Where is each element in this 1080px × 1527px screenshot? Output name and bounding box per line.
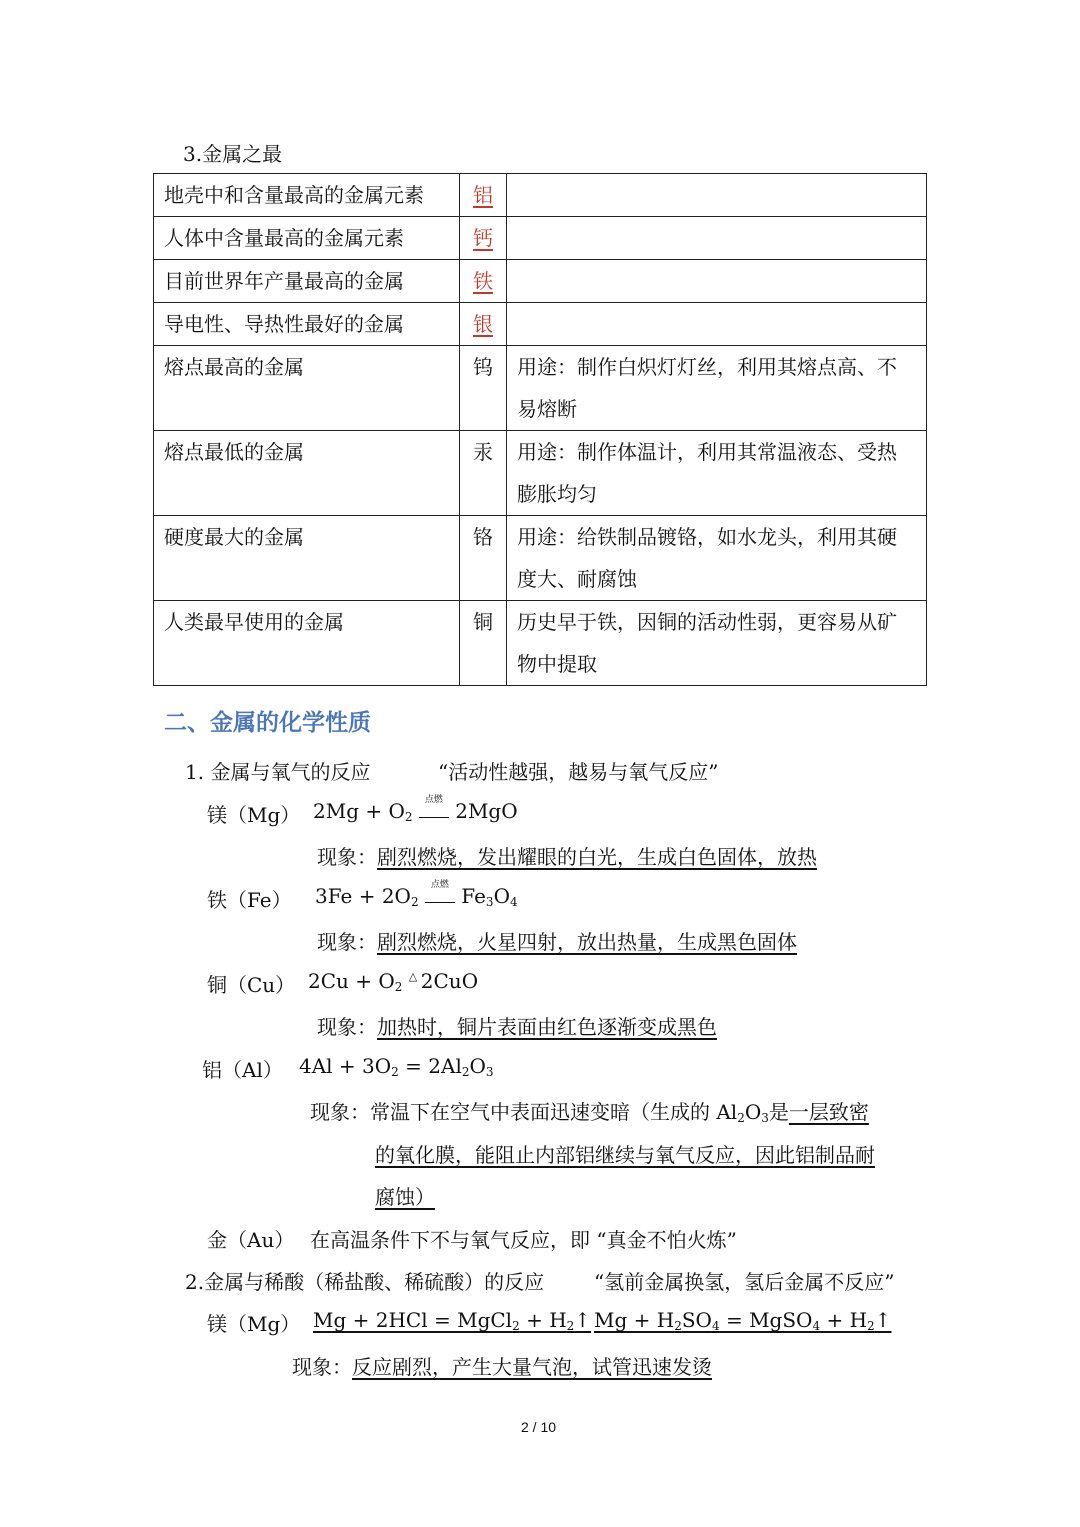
metal-name: 钙	[473, 226, 493, 250]
mg-phenomenon: 现象：剧烈燃烧，发出耀眼的白光，生成白色固体，放热	[317, 845, 817, 869]
metal-record-desc: 人体中含量最高的金属元素	[154, 217, 460, 260]
page-number: 2 / 10	[521, 1419, 557, 1435]
metal-record-element	[460, 303, 507, 346]
metal-name: 汞	[473, 440, 493, 464]
part2-quote: “氢前金属换氢，氢后金属不反应”	[594, 1270, 895, 1294]
metal-record-desc: 导电性、导热性最好的金属	[154, 303, 460, 346]
table-row	[154, 260, 927, 303]
metal-name: 钨	[473, 355, 493, 379]
metal-record-element	[460, 346, 507, 431]
metal-record-element	[460, 217, 507, 260]
table-row	[154, 431, 927, 516]
table-row	[154, 516, 927, 601]
metal-record-element	[460, 174, 507, 217]
metal-record-element	[460, 516, 507, 601]
metal-record-desc: 人类最早使用的金属	[154, 601, 460, 686]
metal-record-note	[507, 217, 927, 260]
section-title: 3.金属之最	[183, 142, 283, 166]
metal-record-desc: 地壳中和含量最高的金属元素	[154, 174, 460, 217]
metal-record-note	[507, 260, 927, 303]
metal-record-desc: 目前世界年产量最高的金属	[154, 260, 460, 303]
table-row	[154, 217, 927, 260]
au-text: 在高温条件下不与氧气反应，即 “真金不怕火炼”	[310, 1228, 737, 1252]
fe-oxygen-equation: $3Fe + 2O_2$ 点燃 $Fe_3O_4$	[315, 880, 518, 909]
part2-phenomenon: 现象：反应剧烈，产生大量气泡，试管迅速发烫	[292, 1355, 712, 1379]
metal-record-element	[460, 431, 507, 516]
metal-name: 铝	[473, 183, 493, 207]
cu-oxygen-equation: $2Cu + O_2$ △ 2CuO	[308, 969, 479, 994]
metal-records-table	[153, 173, 927, 686]
mg-hcl-equation: Mg + 2HCl = MgCl$_2$ + $H_2↑$	[313, 1308, 592, 1333]
metal-name: 铜	[473, 610, 493, 634]
part1-title: 1. 金属与氧气的反应	[185, 760, 371, 784]
metal-record-note: 用途：制作白炽灯灯丝，利用其熔点高、不易熔断	[507, 346, 927, 431]
metal-record-note: 用途：制作体温计，利用其常温液态、受热膨胀均匀	[507, 431, 927, 516]
al-phenomenon-line2: 的氧化膜，能阻止内部铝继续与氧气反应，因此铝制品耐	[375, 1143, 875, 1167]
part1-quote: “活动性越强，越易与氧气反应”	[438, 760, 719, 784]
metal-record-desc: 熔点最低的金属	[154, 431, 460, 516]
mg-h2so4-equation: $Mg + H_2SO_4$ = MgSO$_4$ + $H_2↑$	[594, 1308, 892, 1333]
ignite-condition: 点燃	[419, 808, 449, 818]
au-name: 金（Au）	[207, 1228, 295, 1252]
table-row	[154, 303, 927, 346]
metal-record-element	[460, 260, 507, 303]
metal-record-element	[460, 601, 507, 686]
table-row	[154, 601, 927, 686]
metal-record-note	[507, 303, 927, 346]
metal-name: 铁	[473, 269, 493, 293]
metal-name: 铬	[473, 525, 493, 549]
metal-record-desc: 硬度最大的金属	[154, 516, 460, 601]
metal-record-desc: 熔点最高的金属	[154, 346, 460, 431]
al-oxygen-equation: $4Al + 3O_2 = 2Al_2O_3$	[299, 1054, 494, 1079]
metal-record-note: 用途：给铁制品镀铬，如水龙头，利用其硬度大、耐腐蚀	[507, 516, 927, 601]
cu-name: 铜（Cu）	[207, 973, 296, 997]
heat-condition: △	[408, 970, 418, 983]
mg-oxygen-equation: $2Mg + O_2$ 点燃 2MgO	[313, 795, 518, 824]
mg-name: 镁（Mg）	[207, 803, 301, 827]
table-row	[154, 174, 927, 217]
metal-record-note: 历史早于铁，因铜的活动性弱，更容易从矿物中提取	[507, 601, 927, 686]
al-phenomenon-line3: 腐蚀）	[375, 1185, 435, 1209]
part2-mg-name: 镁（Mg）	[207, 1312, 301, 1336]
part2-title: 2.金属与稀酸（稀盐酸、稀硫酸）的反应	[185, 1270, 545, 1294]
al-phenomenon-line1: 现象：常温下在空气中表面迅速变暗（生成的 $Al_2O_3$是一层致密	[310, 1100, 869, 1125]
metal-name: 银	[473, 312, 493, 336]
table-row	[154, 346, 927, 431]
chem-properties-heading: 二、金属的化学性质	[164, 710, 371, 736]
cu-phenomenon: 现象：加热时，铜片表面由红色逐渐变成黑色	[317, 1015, 717, 1039]
al-name: 铝（Al）	[202, 1058, 283, 1082]
metal-record-note	[507, 174, 927, 217]
fe-phenomenon: 现象：剧烈燃烧，火星四射，放出热量，生成黑色固体	[317, 930, 797, 954]
fe-name: 铁（Fe）	[207, 888, 292, 912]
ignite-condition: 点燃	[425, 893, 455, 903]
